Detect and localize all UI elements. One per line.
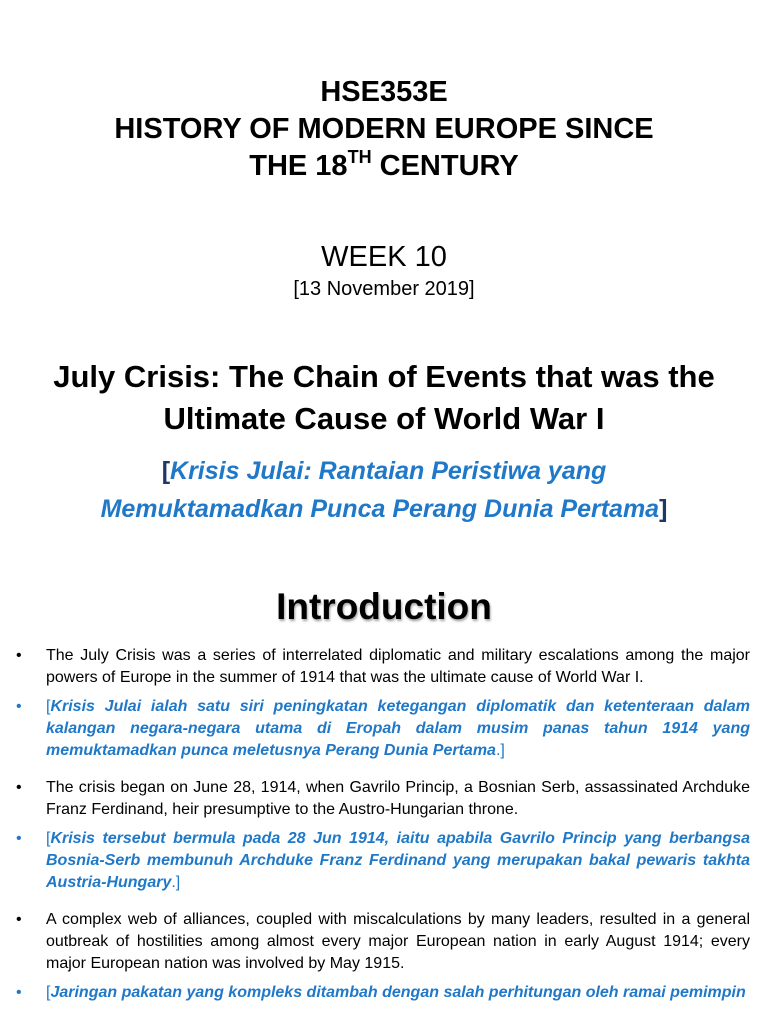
week-label: WEEK 10 <box>321 241 447 273</box>
list-item: • The crisis began on June 28, 1914, when Gavrilo Princip, a Bosnian Serb, assassinated Archduke Franz Ferdinand, heir presumptive to the Austro-Hungarian throne. <box>16 779 750 818</box>
bullet-icon: • <box>16 911 22 928</box>
spacer <box>16 894 750 909</box>
list-item: • A complex web of alliances, coupled with miscalculations by many leaders, resulted in a general outbreak of hostilities among almost every major European nation in early August 1914; every major European nation was involved by May 1915. <box>16 911 750 972</box>
topic-malay-line-2: Memuktamadkan Punca Perang Dunia Pertama] <box>100 495 668 523</box>
bullet-icon: • <box>16 830 22 847</box>
list-item-translation: • [Jaringan pakatan yang kompleks ditambah dengan salah perhitungan oleh ramai pemimpin <box>16 982 750 1004</box>
course-title-line-3: THE 18TH CENTURY <box>249 147 519 183</box>
topic-title-malay <box>0 452 768 528</box>
bullet-icon: • <box>16 698 22 715</box>
list-item-translation: • [Krisis tersebut bermula pada 28 Jun 1914, iaitu apabila Gavrilo Princip yang berbangsa Bosnia-Serb membunuh Archduke Franz Ferdinand yang merupakan bakal pewaris takhta Austria-Hungary.] <box>16 830 750 891</box>
lecture-date: [13 November 2019] <box>293 278 475 300</box>
bullet-icon: • <box>16 779 22 796</box>
section-heading: Introduction <box>276 586 492 627</box>
week-block <box>0 241 768 301</box>
list-item: • The July Crisis was a series of interrelated diplomatic and military escalations among the major powers of Europe in the summer of 1914 that was the ultimate cause of World War I. <box>16 647 750 686</box>
spacer <box>16 762 750 777</box>
topic-title <box>0 356 768 440</box>
topic-title-line-2: Ultimate Cause of World War I <box>163 401 605 437</box>
topic-malay-line-1: [Krisis Julai: Rantaian Peristiwa yang <box>161 457 607 485</box>
spacer <box>16 975 750 982</box>
superscript-th: TH <box>347 147 372 168</box>
spacer <box>16 689 750 696</box>
slide-title <box>0 74 768 185</box>
list-item-translation: • [Krisis Julai ialah satu siri peningkatan ketegangan diplomatik dan ketenteraan dalam kalangan negara-negara utama di Eropah dalam musim panas tahun 1914 yang memuktamadkan punca meletusnya Perang Dunia Pertama.] <box>16 698 750 759</box>
spacer <box>16 821 750 828</box>
bullet-list <box>16 645 750 1004</box>
course-title-line-2: HISTORY OF MODERN EUROPE SINCE <box>114 113 654 146</box>
bullet-icon: • <box>16 647 22 664</box>
bullet-icon: • <box>16 984 22 1001</box>
topic-title-line-1: July Crisis: The Chain of Events that was the <box>53 359 715 394</box>
course-code: HSE353E <box>320 76 448 108</box>
